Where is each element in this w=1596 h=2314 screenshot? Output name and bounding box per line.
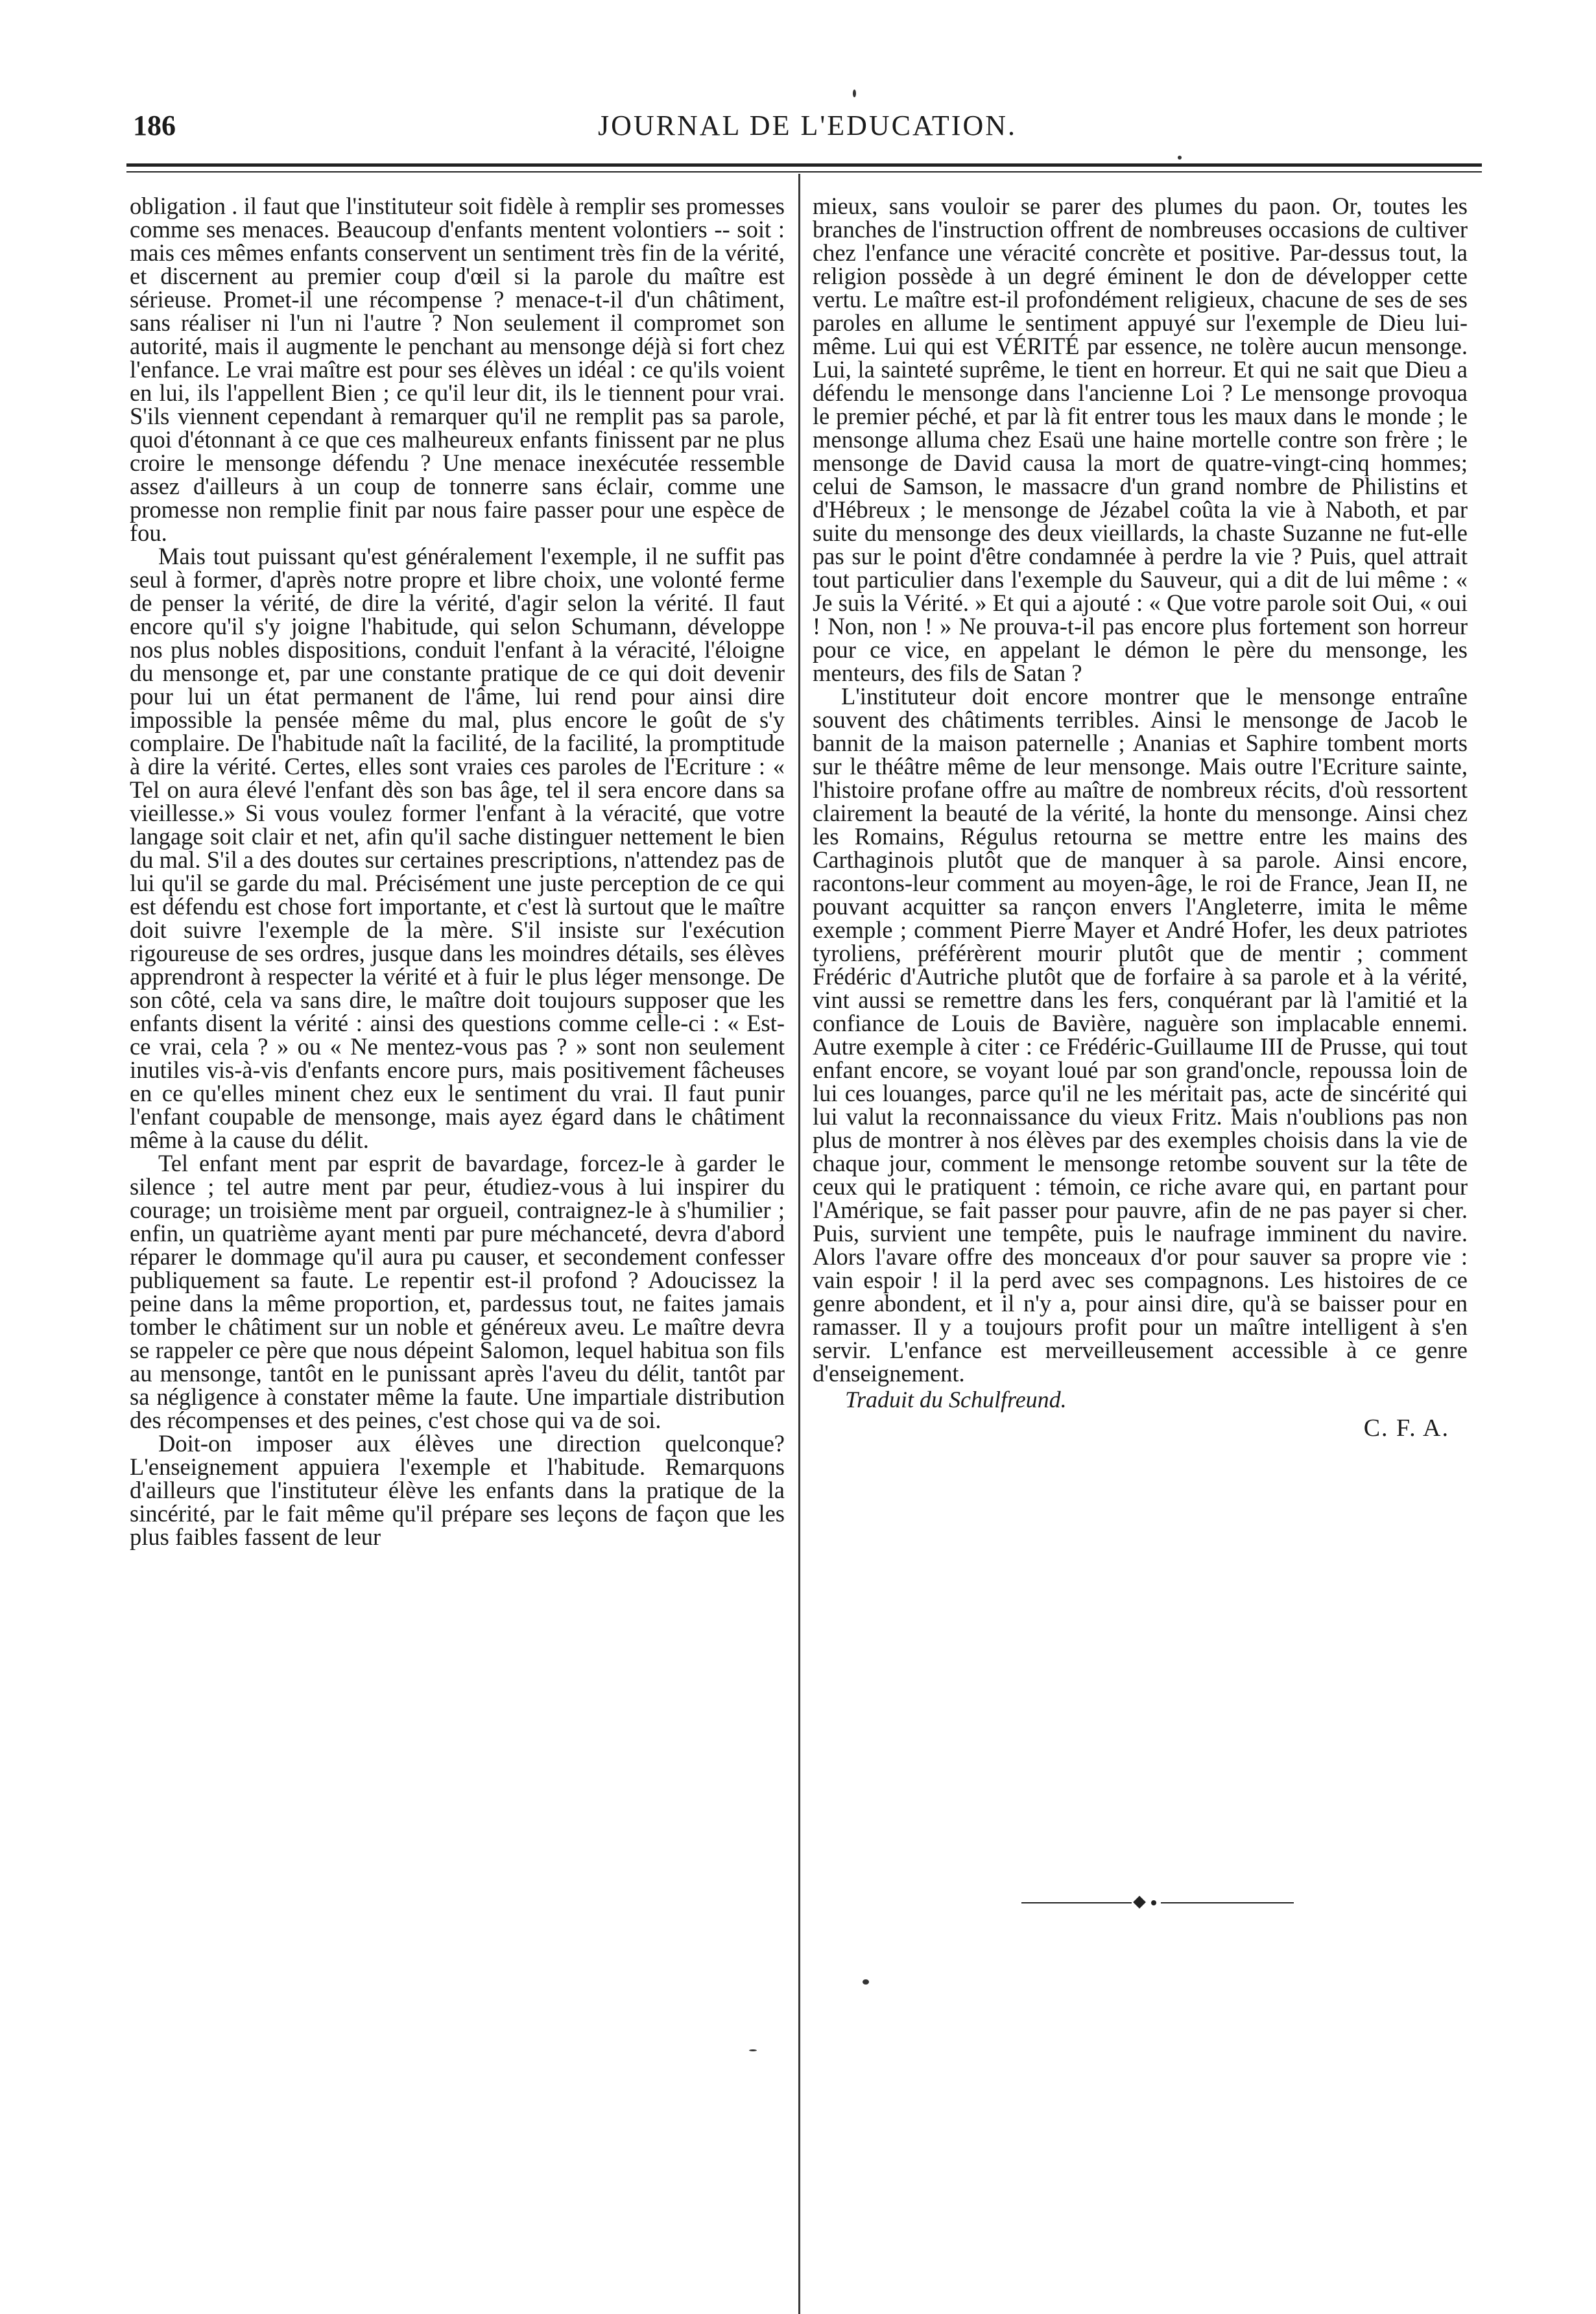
left-paragraph-3: Tel enfant ment par esprit de bavardage, forcez-le à garder le silence ; tel autre ment par peur, étudiez-vous à lui inspirer du courage; un troisième ment par orgueil, contraignez-le à s'humilier ; enfin, un quatrième ayant menti par pure méchanceté, devra d'abord réparer le dommage qu'il aura pu causer, et secondement confesser publiquement sa faute. Le repentir est-il profond ? Adoucissez la peine dans la même proportion, et, pardessus tout, ne faites jamais tomber le châtiment sur un noble et généreux aveu. Le maître devra se rappeler ce père que nous dépeint Salomon, lequel habitua son fils au mensonge, tantôt en le punissant après l'aveu du délit, tantôt par sa négligence à constater même la faute. Une impartiale distribution des récompenses et des peines, c'est chose qui va de soi. [130, 1150, 785, 1433]
ornament-line-left [1021, 1902, 1132, 1903]
print-speck [749, 2049, 757, 2051]
header-rule-thin [126, 171, 1482, 173]
left-paragraph-2: Mais tout puissant qu'est généralement l'exemple, il ne suffit pas seul à former, d'après notre propre et libre choix, une volonté ferme de penser la vérité, de dire la vérité, d'agir selon la vérité. Il faut encore qu'il s'y joigne l'habitude, qui selon Schumann, développe nos plus nobles dispositions, conduit l'enfant à la véracité, l'éloigne du mensonge et, par une constante pratique de ce qui doit devenir pour lui un état permanent de l'âme, lui rend pour ainsi dire impossible la pensée même du mal, plus encore le goût de s'y complaire. De l'habitude naît la facilité, de la facilité, la promptitude à dire la vérité. Certes, elles sont vraies ces paroles de l'Ecriture : « Tel on aura élevé l'enfant dès son bas âge, tel il sera encore dans sa vieillesse.» Si vous voulez former l'enfant à la véracité, que votre langage soit clair et net, afin qu'il sache distinguer nettement le bien du mal. S'il a des doutes sur certaines prescriptions, n'attendez pas de lui qu'il se garde du mal. Précisément une juste perception de ce qui est défendu est chose fort importante, et c'est là surtout que le maître doit suivre l'exemple de la mère. S'il insiste sur l'exécution rigoureuse de ses ordres, jusque dans les moindres détails, ses élèves apprendront à respecter la vérité et à fuir le plus léger mensonge. De son côté, cela va sans dire, le maître doit toujours supposer que les enfants disent la vérité : ainsi des questions comme celle-ci : « Est-ce vrai, cela ? » ou « Ne mentez-vous pas ? » sont non seulement inutiles vis-à-vis d'enfants encore purs, mais positivement fâcheuses en ce qu'elles minent chez eux le sentiment du vrai. Il faut punir l'enfant coupable de mensonge, mais ayez égard dans le châtiment même à la cause du délit. [130, 543, 785, 1153]
print-speck [863, 1979, 869, 1985]
source-note: Traduit du Schulfreund. [845, 1387, 1067, 1413]
column-divider [798, 174, 800, 2314]
page-header [133, 109, 1482, 148]
right-paragraph-2: L'instituteur doit encore montrer que le mensonge entraîne souvent des châtiments terribles. Ainsi le mensonge de Jacob le bannit de la maison paternelle ; Ananias et Saphire tombent morts sur le théâtre même de leur mensonge. Mais outre l'Ecriture sainte, l'histoire profane offre au maître de nombreux récits, d'où ressortent clairement la beauté de la vérité, la honte du mensonge. Ainsi chez les Romains, Régulus retourna se mettre entre les mains des Carthaginois plutôt que de manquer à sa parole. Ainsi encore, racontons-leur comment au moyen-âge, le roi de France, Jean II, ne pouvant acquitter sa rançon envers l'Angleterre, imita le même exemple ; comment Pierre Mayer et André Hofer, les deux patriotes tyroliens, préférèrent mourir plutôt que de mentir ; comment Frédéric d'Autriche plutôt que de forfaire à sa parole et à la vérité, vint aussi se remettre dans les fers, conquérant par là l'amitié et la confiance de Louis de Bavière, naguère son implacable ennemi. Autre exemple à citer : ce Frédéric-Guillaume III de Prusse, qui tout enfant encore, se voyant loué par son grand'oncle, repoussa loin de lui ces louanges, parce qu'il ne les méritait pas, acte de sincérité qui lui valut la reconnaissance du vieux Fritz. Mais n'oublions pas non plus de montrer à nos élèves par des exemples choisis dans la vie de chaque jour, comment le mensonge retombe souvent sur la tête de ceux qui le pratiquent : témoin, ce riche avare qui, en partant pour l'Amérique, se fait passer pour pauvre, afin de ne pas payer si cher. Puis, survient une tempête, puis le naufrage imminent du navire. Alors l'avare offre des monceaux d'or pour sauver sa propre vie : vain espoir ! il la perd avec ses compagnons. Les histoires de ce genre abondent, et il n'y a, pour ainsi dire, qu'à se baisser pour en ramasser. Il y a toujours profit pour un maître intelligent à s'en servir. L'enfance est merveilleusement accessible à ce genre d'enseignement. [813, 683, 1468, 1387]
author-signature: C. F. A. [1363, 1414, 1449, 1442]
page-number: 186 [133, 110, 176, 141]
journal-title: JOURNAL DE L'EDUCATION. [597, 110, 1018, 141]
print-speck [1178, 156, 1182, 160]
ornament-diamond [1133, 1896, 1146, 1909]
left-paragraph-1: obligation . il faut que l'instituteur soit fidèle à remplir ses promesses comme ses menaces. Beaucoup d'enfants mentent volontiers -- soit : mais ces mêmes enfants conservent un sentiment très fin de la vérité, et discernent au premier coup d'œil si la parole du maître est sérieuse. Promet-il une récompense ? menace-t-il d'un châtiment, sans réaliser ni l'un ni l'autre ? Non seulement il compromet son autorité, mais il augmente le penchant au mensonge déjà si fort chez l'enfance. Le vrai maître est pour ses élèves un idéal : ce qu'ils voient en lui, ils l'appellent Bien ; ce qu'il leur dit, ils le tiennent pour vrai. S'ils viennent cependant à remarquer qu'il ne remplit pas sa parole, quoi d'étonnant à ce que ces malheureux enfants finissent par ne plus croire le mensonge défendu ? Une menace inexécutée ressemble assez d'ailleurs à un coup de tonnerre sans éclair, comme une promesse non remplie finit par nous faire passer pour une espèce de fou. [130, 193, 785, 546]
left-column [130, 195, 785, 1549]
header-rule-thick [126, 163, 1482, 167]
right-paragraph-1: mieux, sans vouloir se parer des plumes du paon. Or, toutes les branches de l'instruction offrent de nombreuses occasions de cultiver chez l'enfance une véracité concrète et positive. Par-dessus tout, la religion possède à un degré éminent le don de développer cette vertu. Le maître est-il profondément religieux, chacune de ses de ses paroles en allume le sentiment appuyé sur l'exemple de Dieu lui-même. Lui qui est VÉRITÉ par essence, ne tolère aucun mensonge. Lui, la sainteté suprême, le tient en horreur. Et qui ne sait que Dieu a défendu le mensonge dans l'ancienne Loi ? Le mensonge provoqua le premier péché, et par là fit entrer tous les maux dans le monde ; le mensonge alluma chez Esaü une haine mortelle contre son frère ; le mensonge de David causa la mort de quatre-vingt-cinq hommes; celui de Samson, le massacre d'un grand nombre de Philistins et d'Hébreux ; le mensonge de Jézabel coûta la vie à Naboth, et par suite du mensonge des deux vieillards, la chaste Suzanne ne fut-elle pas sur le point d'être condamnée à perdre la vie ? Puis, quel attrait tout particulier dans l'exemple du Sauveur, qui a dit de lui même : « Je suis la Vérité. » Et qui a ajouté : « Que votre parole soit Oui, « oui ! Non, non ! » Ne prouva-t-il pas encore plus fortement son horreur pour ce vice, en appelant le démon le père du mensonge, les menteurs, des fils de Satan ? [813, 193, 1468, 686]
section-end-ornament [1021, 1895, 1294, 1911]
ornament-line-right [1161, 1902, 1294, 1903]
ornament-dot [1151, 1900, 1156, 1905]
left-paragraph-4: Doit-on imposer aux élèves une direction quelconque? L'enseignement appuiera l'exemple et l'habitude. Remarquons d'ailleurs que l'instituteur élève les enfants dans la pratique de la sincérité, par le fait même qu'il prépare ses leçons de façon que les plus faibles fassent de leur [130, 1430, 785, 1550]
print-speck [853, 89, 856, 97]
right-column [813, 195, 1468, 1440]
